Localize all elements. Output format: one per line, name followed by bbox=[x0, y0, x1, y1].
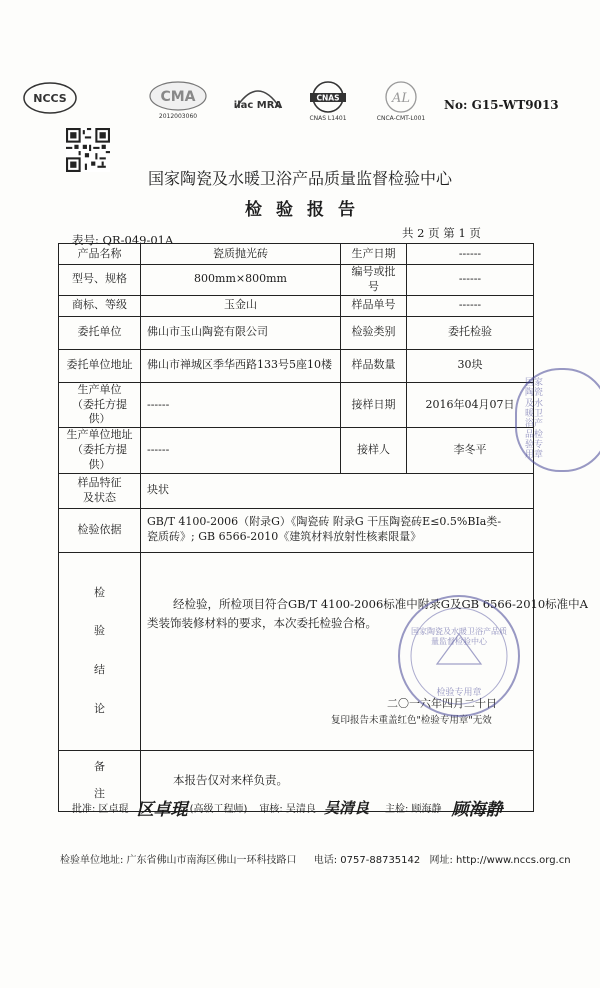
label-prod-date: 生产日期 bbox=[341, 244, 407, 265]
value-product-name: 瓷质抛光砖 bbox=[141, 244, 341, 265]
value-batch-no: ------ bbox=[407, 265, 534, 296]
label-client: 委托单位 bbox=[59, 316, 141, 349]
center-name: 国家陶瓷及水暖卫浴产品质量监督检验中心 bbox=[147, 169, 452, 188]
cnas-logo-text: CNAS bbox=[316, 93, 340, 103]
label-manu-addr-line1: 生产单位地址 bbox=[66, 428, 133, 442]
nccs-logo-text: NCCS bbox=[33, 92, 67, 105]
value-model: 800mm×800mm bbox=[141, 265, 341, 296]
label-feature-line2: 及状态 bbox=[83, 490, 116, 504]
conclusion-char-1: 检 bbox=[94, 585, 105, 599]
chief-signature: 顾海静 bbox=[451, 800, 503, 820]
label-model: 型号、规格 bbox=[59, 265, 141, 296]
chief-label: 主检: 顾海静 bbox=[384, 804, 442, 815]
label-inspect-type: 检验类别 bbox=[341, 316, 407, 349]
value-receiver: 李冬平 bbox=[407, 428, 534, 474]
label-manufacturer-address bbox=[59, 428, 141, 474]
cma-logo-text: CMA bbox=[160, 89, 196, 105]
seal-sub-text: 检验专用章 bbox=[436, 688, 482, 698]
value-prod-date: ------ bbox=[407, 244, 534, 265]
review-signature: 吴清良 bbox=[323, 799, 369, 817]
label-manufacturer bbox=[59, 382, 141, 428]
conclusion-date: 二〇一六年四月二十日 bbox=[387, 696, 497, 710]
value-sample-no: ------ bbox=[407, 295, 534, 316]
form-number: 表号: QR-049-01A bbox=[72, 233, 174, 247]
label-manufacturer-line2: （委托方提供） bbox=[72, 397, 127, 426]
basis-line2: 瓷质砖》; GB 6566-2010《建筑材料放射性核素限量》 bbox=[147, 530, 422, 544]
conclusion-line1: 经检验，所检项目符合GB/T 4100-2006标准中附录G及GB 6566-2010标准中A bbox=[173, 596, 588, 611]
page-info: 共 2 页 第 1 页 bbox=[402, 226, 481, 240]
basis-line1: GB/T 4100-2006（附录G）《陶瓷砖 附录G 干压陶瓷砖E≤0.5%BIa类- bbox=[147, 515, 502, 529]
approve-signature: 区卓琨 bbox=[136, 800, 188, 820]
footer bbox=[60, 851, 571, 866]
label-sample-no: 样品单号 bbox=[341, 295, 407, 316]
cnas-caption: CNAS L1401 bbox=[309, 115, 347, 122]
value-manufacturer-address: ------ bbox=[141, 428, 341, 474]
seal-main-text: 国家陶瓷及水暖卫浴产品质量监督检验中心 bbox=[411, 627, 507, 646]
cnas-logo bbox=[305, 80, 351, 122]
label-feature-line1: 样品特征 bbox=[77, 475, 122, 489]
ilac-mra-logo bbox=[228, 80, 288, 114]
value-client-address: 佛山市禅城区季华西路133号5座10楼 bbox=[141, 349, 341, 382]
copy-note: 复印报告未重盖红色"检验专用章"无效 bbox=[331, 714, 492, 726]
label-basis: 检验依据 bbox=[59, 508, 141, 552]
value-feature: 块状 bbox=[141, 473, 534, 508]
footer-phone: 电话: 0757-88735142 bbox=[313, 855, 421, 866]
review-label: 审核: 吴清良 bbox=[259, 804, 316, 815]
value-sample-qty: 30块 bbox=[407, 349, 534, 382]
edge-seal-text: 国家陶瓷及水暖卫浴产品检验专用章 bbox=[524, 378, 543, 461]
label-product-name: 产品名称 bbox=[59, 244, 141, 265]
label-manufacturer-line1: 生产单位 bbox=[77, 382, 122, 396]
ilac-logo-text: ilac MRA bbox=[233, 100, 283, 111]
label-sample-date: 接样日期 bbox=[341, 382, 407, 428]
conclusion-char-3: 结 bbox=[94, 663, 105, 677]
remark-char-2: 注 bbox=[94, 786, 105, 800]
label-receiver: 接样人 bbox=[341, 428, 407, 474]
value-brand: 玉金山 bbox=[141, 295, 341, 316]
label-batch-no: 编号或批号 bbox=[341, 265, 407, 296]
remark-char-1: 备 bbox=[94, 759, 105, 773]
report-title: 检验报告 bbox=[245, 200, 369, 220]
report-table bbox=[58, 243, 588, 812]
label-sample-qty: 样品数量 bbox=[341, 349, 407, 382]
nccs-logo bbox=[22, 80, 78, 116]
conclusion-line2: 类装饰装修材料的要求，本次委托检验合格。 bbox=[147, 616, 377, 631]
approve-label: 批准: 区卓琨 bbox=[72, 804, 129, 815]
certificate-number: No: G15-WT9013 bbox=[444, 98, 559, 112]
label-brand: 商标、等级 bbox=[59, 295, 141, 316]
label-client-address: 委托单位地址 bbox=[59, 349, 141, 382]
value-sample-date: 2016年04月07日 bbox=[407, 382, 534, 428]
conclusion-char-4: 论 bbox=[94, 702, 105, 716]
label-conclusion bbox=[59, 552, 141, 750]
footer-address: 检验单位地址: 广东省佛山市南海区佛山一环科技路口 bbox=[60, 855, 297, 866]
signature-row bbox=[72, 795, 503, 820]
value-basis bbox=[141, 508, 534, 552]
value-client: 佛山市玉山陶瓷有限公司 bbox=[141, 316, 341, 349]
approve-title: (高级工程师) bbox=[189, 804, 248, 815]
edge-seal bbox=[515, 368, 600, 472]
label-manu-addr-line2: （委托方提供） bbox=[72, 443, 127, 471]
value-remark: 本报告仅对来样负责。 bbox=[141, 750, 534, 811]
inspection-seal bbox=[398, 595, 520, 717]
value-manufacturer: ------ bbox=[141, 382, 341, 428]
value-inspect-type: 委托检验 bbox=[407, 316, 534, 349]
al-logo-text: AL bbox=[391, 91, 411, 106]
al-logo bbox=[376, 80, 426, 122]
cma-caption: 2012003060 bbox=[158, 113, 198, 120]
cma-logo bbox=[148, 80, 208, 120]
footer-website: 网址: http://www.nccs.org.cn bbox=[429, 855, 571, 866]
conclusion-char-2: 验 bbox=[94, 624, 105, 638]
al-caption: CNCA-CMT-L001 bbox=[376, 115, 426, 122]
label-feature bbox=[59, 473, 141, 508]
